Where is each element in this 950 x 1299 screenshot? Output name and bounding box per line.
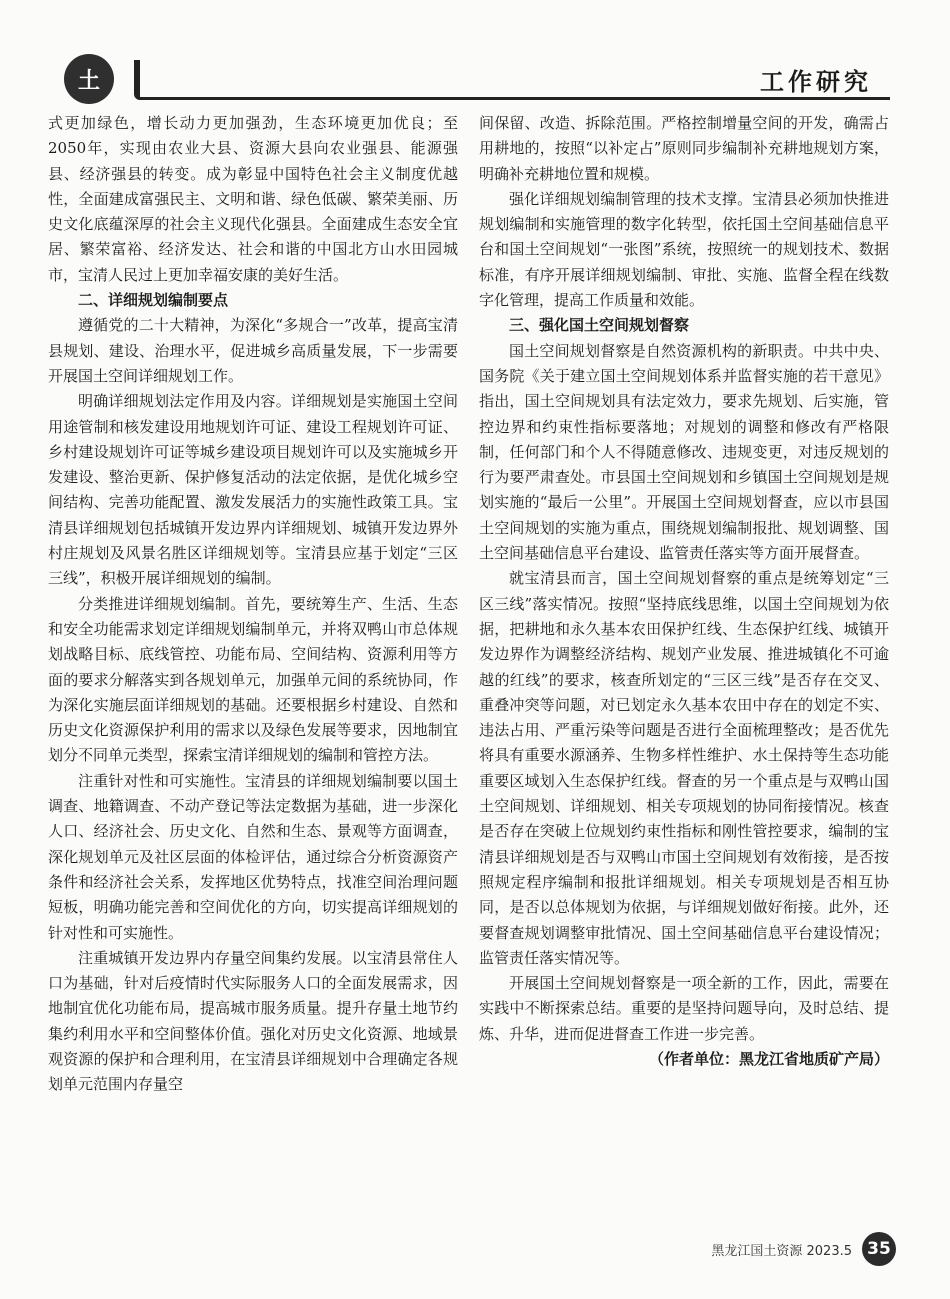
paragraph: 就宝清县而言，国土空间规划督察的重点是统筹划定“三区三线”落实情况。按照“坚持底线思维，以国土空间规划为依据，把耕地和永久基本农田保护红线、生态保护红线、城镇开发边界作为调整经济结构、规划产业发展、推进城镇化不可逾越的红线”的要求，核查所划定的“三区三线”是否存在交叉、重叠冲突等问题，对已划定永久基本农田中存在的划定不实、违法占用、严重污染等问题是否进行全面梳理整改；是否优先将具有重要水源涵养、生物多样性维护、水土保持等生态功能重要区域划入生态保护红线。督查的另一个重点是与双鸭山国土空间规划、详细规划、相关专项规划的协同衔接情况。核查是否存在突破上位规划约束性指标和刚性管控要求，编制的宝清县详细规划是否与双鸭山市国土空间规划有效衔接，是否按照规定程序编制和报批详细规划。相关专项规划是否相互协同，是否以总体规划为依据，与详细规划做好衔接。此外，还要督查规划调整审批情况、国土空间基础信息平台建设情况；监管责任落实情况等。 (479, 569, 889, 967)
section-title: 工作研究 (760, 68, 872, 96)
paragraph: 式更加绿色，增长动力更加强劲，生态环境更加优良；至2050年，实现由农业大县、资源大县向农业强县、能源强县、经济强县的转变。成为彰显中国特色社会主义制度优越性，全面建成富强民主、文明和谐、绿色低碳、繁荣美丽、历史文化底蕴深厚的社会主义现代化强县。全面建成生态安全宜居、繁荣富裕、经济发达、社会和谐的中国北方山水田园城市，宝清人民过上更加幸福安康的美好生活。 (48, 114, 458, 284)
section-heading: 二、详细规划编制要点 (78, 291, 229, 310)
page-number: 35 (862, 1232, 896, 1266)
paragraph: 分类推进详细规划编制。首先，要统筹生产、生活、生态和安全功能需求划定详细规划编制单元，并将双鸭山市总体规划战略目标、底线管控、功能布局、空间结构、资源利用等方面的要求分解落实到各规划单元，加强单元间的系统协同，作为深化实施层面详细规划的基础。还要根据乡村建设、自然和历史文化资源保护利用的需求以及绿色发展等要求，因地制宜划分不同单元类型，探索宝清详细规划的编制和管控方法。 (48, 594, 458, 765)
paragraph: 国土空间规划督察是自然资源机构的新职责。中共中央、国务院《关于建立国土空间规划体系并监督实施的若干意见》指出，国土空间规划具有法定效力，要求先规划、后实施，管控边界和约束性指标要落地；对规划的调整和修改有严格限制，任何部门和个人不得随意修改、违规变更，对违反规划的行为要严肃查处。市县国土空间规划和乡镇国土空间规划是规划实施的“最后一公里”。开展国土空间规划督查，应以市县国土空间规划的实施为重点，围绕规划编制报批、规划调整、国土空间基础信息平台建设、监管责任落实等方面开展督查。 (479, 341, 889, 563)
paragraph: 注重针对性和可实施性。宝清县的详细规划编制要以国土调查、地籍调查、不动产登记等法定数据为基础，进一步深化人口、经济社会、历史文化、自然和生态、景观等方面调查，深化规划单元及社区层面的体检评估，通过综合分析资源资产条件和经济社会关系，发挥地区优势特点，找准空间治理问题短板，明确功能完善和空间优化的方向，切实提高详细规划的针对性和可实施性。 (48, 771, 458, 942)
paragraph: 间保留、改造、拆除范围。严格控制增量空间的开发，确需占用耕地的，按照“以补定占”原则同步编制补充耕地规划方案，明确补充耕地位置和规模。 (479, 114, 889, 183)
paragraph: 注重城镇开发边界内存量空间集约发展。以宝清县常住人口为基础，针对后疫情时代实际服务人口的全面发展需求，因地制宜优化功能布局，提高城市服务质量。提升存量土地节约集约利用水平和空间整体价值。强化对历史文化资源、地域景观资源的保护和合理利用，在宝清县详细规划中合理确定各规划单元范围内存量空 (48, 948, 458, 1094)
author-affiliation: （作者单位：黑龙江省地质矿产局） (648, 1049, 889, 1068)
paragraph: 明确详细规划法定作用及内容。详细规划是实施国土空间用途管制和核发建设用地规划许可证、建设工程规划许可证、乡村建设规划许可证等城乡建设项目规划许可以及实施城乡开发建设、整治更新、保护修复活动的法定依据，是优化城乡空间结构、完善功能配置、激发发展活力的实施性政策工具。宝清县详细规划包括城镇开发边界内详细规划、城镇开发边界外村庄规划及风景名胜区详细规划等。宝清县应基于划定“三区三线”，积极开展详细规划的编制。 (48, 392, 458, 588)
paragraph: 开展国土空间规划督察是一项全新的工作，因此，需要在实践中不断探索总结。重要的是坚持问题导向，及时总结、提炼、升华，进而促进督查工作进一步完善。 (479, 974, 889, 1043)
page-header (0, 0, 950, 110)
right-column (479, 111, 889, 1072)
section-heading: 三、强化国土空间规划督察 (509, 316, 690, 335)
journal-logo: 土 (64, 54, 114, 104)
journal-issue: 黑龙江国土资源 2023.5 (711, 1243, 852, 1259)
paragraph: 强化详细规划编制管理的技术支撑。宝清县必须加快推进规划编制和实施管理的数字化转型，依托国土空间基础信息平台和国土空间规划“一张图”系统，按照统一的规划技术、数据标准，有序开展详细规划编制、审批、实施、监督全程在线数字化管理，提高工作质量和效能。 (479, 189, 889, 310)
left-column (48, 111, 458, 1098)
paragraph: 遵循党的二十大精神，为深化“多规合一”改革，提高宝清县规划、建设、治理水平，促进城乡高质量发展，下一步需要开展国土空间详细规划工作。 (48, 316, 458, 385)
page-footer (711, 1231, 896, 1267)
